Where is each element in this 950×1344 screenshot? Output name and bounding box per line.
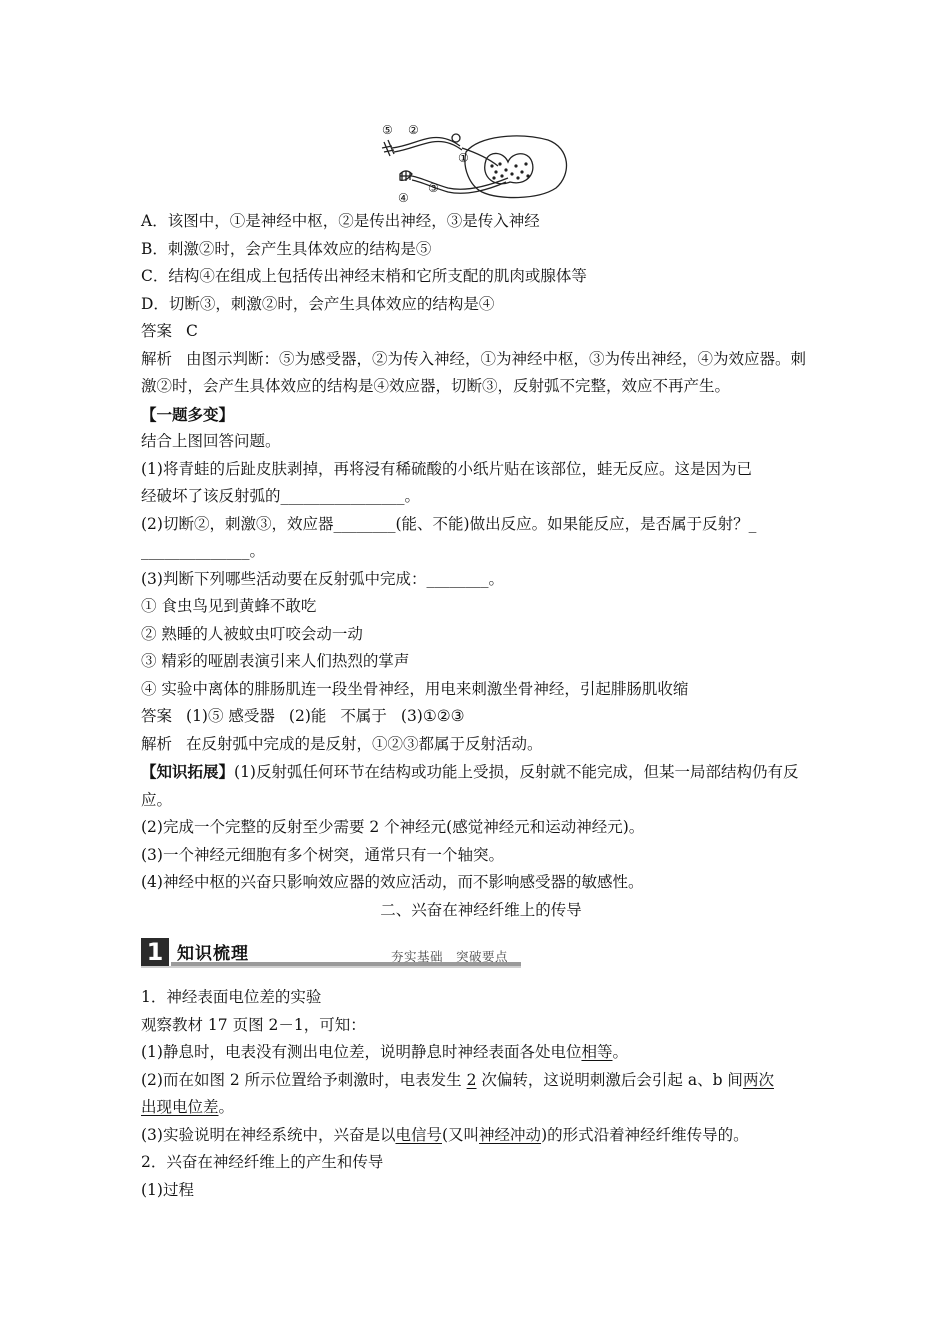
variant-q1-line1: (1)将青蛙的后趾皮肤剥掉，再将浸有稀硫酸的小纸片贴在该部位，蛙无反应。这是因为已 bbox=[141, 459, 752, 478]
variant-answer-label: 答案 bbox=[141, 707, 173, 725]
body-line-2-underline: 相等 bbox=[581, 1043, 613, 1061]
q1-blank: ________________ bbox=[280, 487, 405, 505]
body-line-3b-end: 。 bbox=[218, 1098, 235, 1116]
variant-q3 bbox=[141, 566, 821, 594]
q2-text: (2)切断②，刺激③，效应器 bbox=[141, 514, 334, 533]
figure-label-2: ② bbox=[408, 123, 419, 137]
option-c: C．结构④在组成上包括传出神经末梢和它所支配的肌肉或腺体等 bbox=[141, 267, 587, 285]
q3-end: 。 bbox=[488, 569, 504, 588]
q2-blank2a: _ bbox=[748, 514, 757, 533]
variant-heading: 【一题多变】 bbox=[141, 404, 235, 424]
reflex-arc-figure bbox=[378, 122, 574, 204]
variant-item-1: ① 食虫鸟见到黄蜂不敢吃 bbox=[141, 597, 317, 615]
body-line-4-text: (3)实验说明在神经系统中，兴奋是以 bbox=[141, 1125, 396, 1144]
variant-item-2: ② 熟睡的人被蚊虫叮咬会动一动 bbox=[141, 624, 363, 643]
body-line-4-underline-2: 神经冲动 bbox=[479, 1125, 542, 1144]
extension-p3: (3)一个神经元细胞有多个树突，通常只有一个轴突。 bbox=[141, 845, 504, 864]
body-heading-2: 2．兴奋在神经纤维上的产生和传导 bbox=[141, 1153, 384, 1171]
variant-q1-line2 bbox=[141, 483, 821, 511]
variant-answer-1: (1)⑤ 感受器 bbox=[186, 707, 275, 725]
banner-title: 知识梳理 bbox=[177, 944, 249, 964]
question-block bbox=[141, 208, 821, 924]
body-line-2-end: 。 bbox=[612, 1043, 628, 1061]
body-line-3-underline-1: 2 bbox=[466, 1070, 477, 1089]
body-line-3-underline-2: 两次 bbox=[742, 1070, 774, 1089]
body-line-3 bbox=[141, 1067, 821, 1095]
body-line-4 bbox=[141, 1122, 821, 1150]
answer-line bbox=[141, 318, 821, 346]
analysis-text: 由图示判断：⑤为感受器，②为传入神经，①为神经中枢，③为传出神经，④为效应器。刺激②时，会产生具体效应的结构是④效应器，切断③，反射弧不完整，效应不再产生。 bbox=[141, 349, 807, 395]
analysis-paragraph bbox=[141, 346, 821, 401]
figure-label-4: ④ bbox=[398, 191, 409, 204]
body-line-1: 观察教材 17 页图 2－1，可知： bbox=[141, 1015, 366, 1034]
answer-label: 答案 bbox=[141, 322, 173, 340]
variant-answer-2: (2)能 bbox=[288, 707, 327, 725]
variant-q2-line1 bbox=[141, 511, 821, 539]
body-line-3b-underline: 出现电位差 bbox=[141, 1098, 219, 1116]
q2-blank1: ________ bbox=[333, 514, 396, 533]
body-line-2-text: (1)静息时，电表没有测出电位差，说明静息时神经表面各处电位 bbox=[141, 1043, 582, 1061]
banner-underline bbox=[141, 966, 521, 968]
option-a: A．该图中，①是神经中枢，②是传出神经，③是传入神经 bbox=[141, 212, 540, 230]
body-line-4-mid: (又叫 bbox=[441, 1125, 480, 1144]
variant-item-4: ④ 实验中离体的腓肠肌连一段坐骨神经，用电来刺激坐骨神经，引起腓肠肌收缩 bbox=[141, 679, 689, 698]
variant-analysis-text: 在反射弧中完成的是反射，①②③都属于反射活动。 bbox=[186, 734, 543, 753]
extension-heading: 【知识拓展】 bbox=[141, 762, 235, 781]
extension-p1-text: (1)反射弧任何环节在结构或功能上受损，反射就不能完成，但某一局部结构仍有反应。 bbox=[141, 763, 799, 809]
variant-analysis bbox=[141, 731, 821, 759]
figure-label-1: ① bbox=[458, 151, 469, 165]
body-line-2 bbox=[141, 1039, 821, 1067]
figure-label-5: ⑤ bbox=[382, 123, 393, 137]
q2-end: 。 bbox=[249, 542, 266, 560]
option-d: D．切断③，刺激②时，会产生具体效应的结构是④ bbox=[141, 294, 495, 313]
extension-p2: (2)完成一个完整的反射至少需要 2 个神经元(感觉神经元和运动神经元)。 bbox=[141, 818, 645, 836]
banner-subtitle: 夯实基础 突破要点 bbox=[391, 949, 509, 964]
body-heading-1: 1．神经表面电位差的实验 bbox=[141, 988, 322, 1006]
variant-intro: 结合上图回答问题。 bbox=[141, 432, 281, 450]
extension-p1 bbox=[141, 758, 821, 814]
q1-text: 经破坏了该反射弧的 bbox=[141, 487, 281, 505]
variant-q2-line2 bbox=[141, 538, 821, 566]
variant-answer-4: (3)①②③ bbox=[400, 707, 465, 725]
variant-analysis-label: 解析 bbox=[141, 734, 173, 753]
body-line-4-underline-1: 电信号 bbox=[395, 1125, 442, 1144]
q3-blank: ________ bbox=[426, 569, 489, 588]
q2-text-2: (能、不能)做出反应。如果能反应，是否属于反射？ bbox=[395, 514, 749, 533]
body-line-3-text: (2)而在如图 2 所示位置给予刺激时，电表发生 bbox=[141, 1070, 467, 1089]
body-line-5: (1)过程 bbox=[141, 1180, 194, 1199]
body-line-3b bbox=[141, 1094, 821, 1122]
q1-end: 。 bbox=[404, 487, 421, 505]
section-title: 二、兴奋在神经纤维上的传导 bbox=[380, 900, 582, 919]
q2-blank2b: ______________ bbox=[141, 542, 250, 560]
figure-label-3: ③ bbox=[428, 181, 439, 195]
analysis-label: 解析 bbox=[141, 349, 173, 368]
banner-number: 1 bbox=[141, 938, 169, 966]
option-b: B．刺激②时，会产生具体效应的结构是⑤ bbox=[141, 239, 432, 258]
q3-text: (3)判断下列哪些活动要在反射弧中完成： bbox=[141, 569, 427, 588]
body-block bbox=[141, 984, 821, 1204]
variant-item-3: ③ 精彩的哑剧表演引来人们热烈的掌声 bbox=[141, 652, 410, 670]
extension-p4: (4)神经中枢的兴奋只影响效应器的效应活动，而不影响感受器的敏感性。 bbox=[141, 873, 644, 891]
body-line-4-end: )的形式沿着神经纤维传导的。 bbox=[541, 1125, 749, 1144]
body-line-3-mid: 次偏转，这说明刺激后会引起 a、b 间 bbox=[476, 1070, 743, 1089]
answer-value: C bbox=[186, 322, 198, 340]
knowledge-banner bbox=[141, 938, 521, 968]
variant-answer-3: 不属于 bbox=[340, 707, 387, 725]
variant-answer bbox=[141, 703, 821, 731]
